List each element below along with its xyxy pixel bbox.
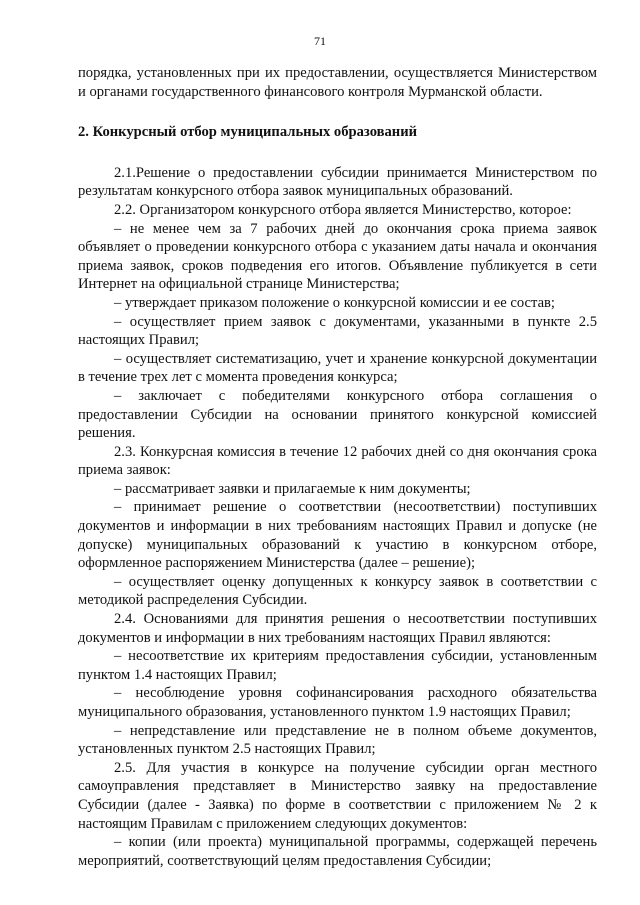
list-item: – принимает решение о соответствии (несоответствии) поступивших документов и информации в них требованиям настоящих Правил и допуске (не допуске) муниципальных образований к участию в конкурсном отборе, оформленное распоряжением Министерства (далее – решение);	[78, 499, 597, 572]
paragraph-2-4: 2.4. Основаниями для принятия решения о несоответствии поступивших документов и информации в них требованиям настоящих Правил являются:	[78, 611, 597, 646]
document-body	[78, 64, 597, 870]
list-item: – несоответствие их критериям предоставления субсидии, установленным пунктом 1.4 настоящих Правил;	[78, 648, 597, 683]
paragraph-2-2: 2.2. Организатором конкурсного отбора является Министерство, которое:	[114, 201, 572, 218]
list-item: – несоблюдение уровня софинансирования расходного обязательства муниципального образования, установленного пунктом 1.9 настоящих Правил;	[78, 685, 597, 720]
list-item: – рассматривает заявки и прилагаемые к ним документы;	[114, 480, 471, 497]
list-item: – осуществляет оценку допущенных к конкурсу заявок в соответствии с методикой распределения Субсидии.	[78, 573, 597, 609]
list-item: – не менее чем за 7 рабочих дней до окончания срока приема заявок объявляет о проведении конкурсного отбора с указанием даты начала и окончания приема заявок, сроков подведения его итогов. Объявление публикуется в сети Интернет на официальной странице Министерства;	[78, 220, 597, 293]
paragraph-continuation: порядка, установленных при их предоставлении, осуществляется Министерством и органами государственного финансового контроля Мурманской области.	[78, 65, 597, 100]
list-item: – осуществляет прием заявок с документами, указанными в пункте 2.5 настоящих Правил;	[78, 313, 597, 349]
list-item: – копии (или проекта) муниципальной программы, содержащей перечень мероприятий, соответствующий целям предоставления Субсидии;	[78, 834, 597, 869]
list-item: – утверждает приказом положение о конкурсной комиссии и ее состав;	[114, 294, 555, 311]
list-item: – заключает с победителями конкурсного отбора соглашения о предоставлении Субсидии на основании принятого конкурсной комиссией решения.	[78, 387, 597, 442]
paragraph-2-3: 2.3. Конкурсная комиссия в течение 12 рабочих дней со дня окончания срока приема заявок:	[78, 443, 597, 479]
paragraph-2-5: 2.5. Для участия в конкурсе на получение субсидии орган местного самоуправления представляет в Министерство заявку на предоставление Субсидии (далее - Заявка) по форме в соответствии с приложением № 2 к настоящим Правилам с приложением следующих документов:	[78, 759, 597, 832]
paragraph-2-1: 2.1.Решение о предоставлении субсидии принимается Министерством по результатам конкурсного отбора заявок муниципальных образований.	[78, 164, 597, 200]
section-heading: 2. Конкурсный отбор муниципальных образований	[78, 124, 418, 141]
list-item: – осуществляет систематизацию, учет и хранение конкурсной документации в течение трех лет с момента проведения конкурса;	[78, 350, 597, 386]
page-number: 71	[314, 34, 326, 48]
list-item: – непредставление или представление не в полном объеме документов, установленных пунктом 2.5 настоящих Правил;	[78, 722, 597, 758]
